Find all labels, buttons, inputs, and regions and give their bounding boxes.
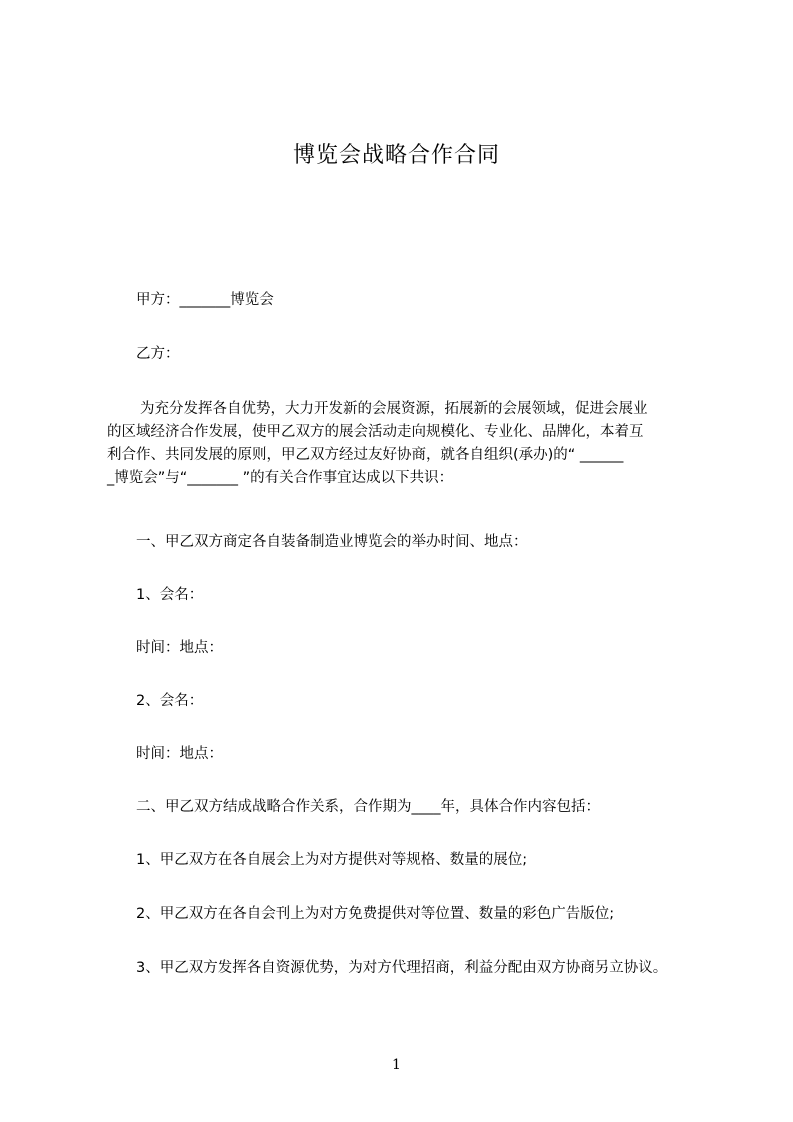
item-1-time-place: 时间：地点：: [136, 640, 223, 656]
intro-line-1: 为充分发挥各自优势，大力开发新的会展资源，拓展新的会展领域，促进会展业: [140, 401, 648, 417]
section-2-heading: 二、甲乙双方结成战略合作关系，合作期为____年，具体合作内容包括：: [136, 799, 600, 815]
clause-1: 1、甲乙双方在各自展会上为对方提供对等规格、数量的展位;: [136, 852, 528, 868]
intro-line-2: 的区域经济合作发展，使甲乙双方的展会活动走向规模化、专业化、品牌化，本着互: [107, 424, 644, 440]
item-2-time-place: 时间：地点：: [136, 746, 223, 762]
party-b-line: 乙方：: [136, 346, 180, 362]
document-title: 博览会战略合作合同: [292, 143, 500, 168]
intro-paragraph: [107, 398, 712, 490]
clause-2: 2、甲乙双方在各自会刊上为对方免费提供对等位置、数量的彩色广告版位;: [136, 906, 615, 922]
item-1-name: 1、会名：: [136, 587, 204, 603]
clause-3: 3、甲乙双方发挥各自资源优势，为对方代理招商，利益分配由双方协商另立协议。: [136, 960, 668, 976]
intro-line-4: _博览会”与“_______ ”的有关合作事宜达成以下共识：: [107, 470, 454, 486]
item-2-name: 2、会名：: [136, 693, 204, 709]
party-a-line: 甲方：_______博览会: [136, 292, 274, 308]
intro-line-3: 利合作、共同发展的原则，甲乙双方经过友好协商，就各自组织(承办)的“ ______: [107, 447, 624, 463]
page-number: 1: [392, 1057, 401, 1073]
section-1-heading: 一、甲乙双方商定各自装备制造业博览会的举办时间、地点：: [136, 534, 528, 550]
